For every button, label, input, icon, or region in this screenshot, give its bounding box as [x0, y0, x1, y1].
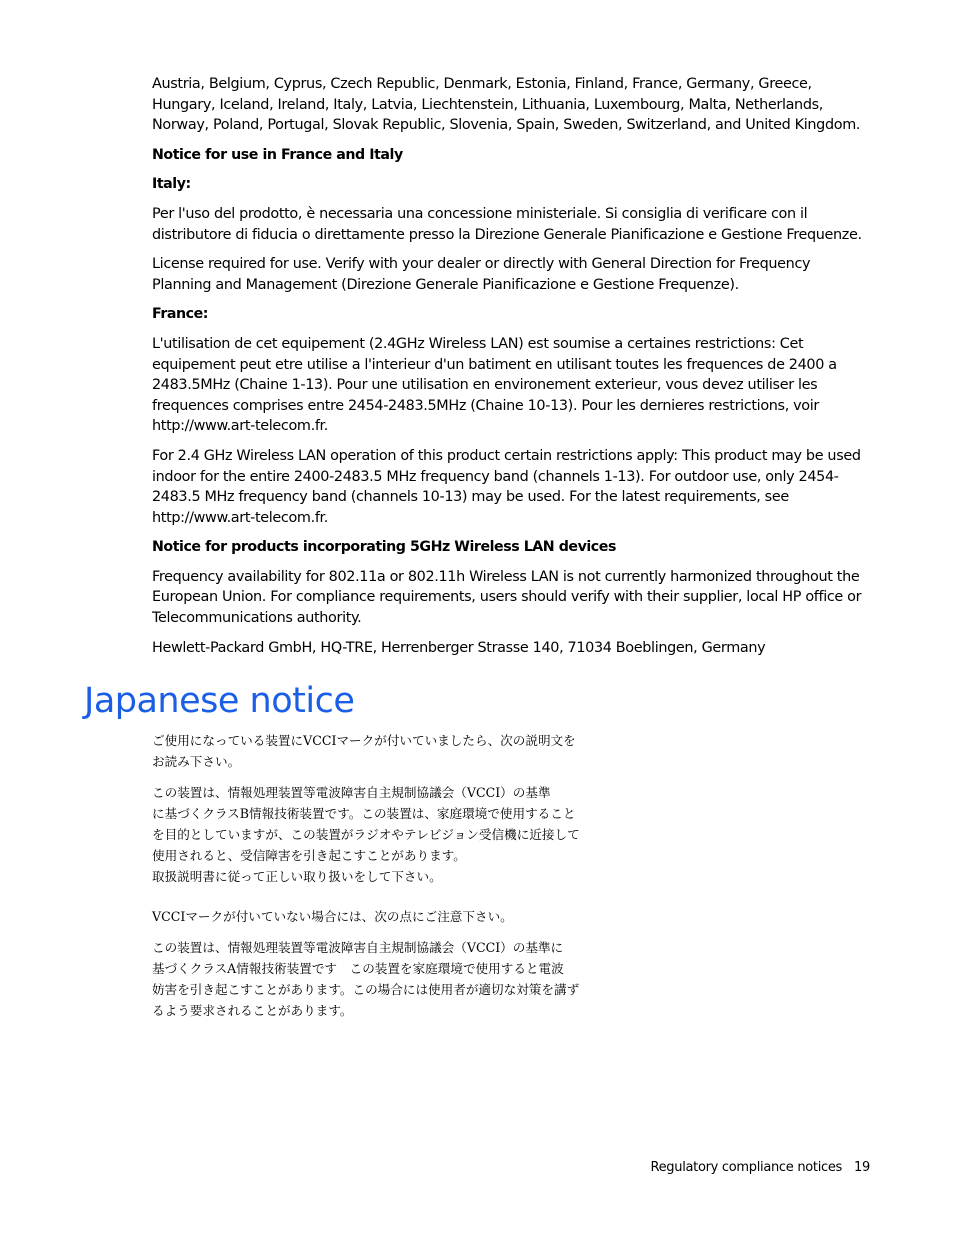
jp-line: VCCIマークが付いていない場合には、次の点にご注意下さい。 — [152, 909, 513, 924]
france-french-paragraph: L'utilisation de cet equipement (2.4GHz Wireless LAN) est soumise a certaines restrictions: Cet equipement peut etre utilise a l'interieur d'un batiment en utilisant toutes les frequences de 2400 a 2483.5MHz (Chaine 1-13). Pour une utilisation en environement exterieur, vous devez utiliser les frequences comprises entre 2454-2483.5MHz (Chaine 10-13). Pour les dernieres restrictions, voir http://www.art-telecom.fr. — [152, 335, 837, 435]
jp-line: この装置は、情報処理装置等電波障害自主規制協議会（VCCI）の基準に — [152, 940, 564, 955]
jp-paragraph-class-b — [152, 782, 652, 887]
hp-address-paragraph: Hewlett-Packard GmbH, HQ-TRE, Herrenberger Strasse 140, 71034 Boeblingen, Germany — [152, 639, 766, 656]
jp-line: 取扱説明書に従って正しい取り扱いをして下さい。 — [152, 869, 442, 884]
japanese-notice-body — [152, 730, 652, 1021]
five-ghz-paragraph: Frequency availability for 802.11a or 802.11h Wireless LAN is not currently harmonized throughout the European Union. For compliance requirements, users should verify with their supplier, local HP office or Telecommunications authority. — [152, 568, 862, 627]
jp-line: お読み下さい。 — [152, 754, 241, 769]
jp-line: 使用されると、受信障害を引き起こすことがあります。 — [152, 848, 466, 863]
jp-paragraph-class-a — [152, 937, 652, 1021]
italy-italian-paragraph: Per l'uso del prodotto, è necessaria una concessione ministeriale. Si consiglia di verificare con il distributore di fiducia o direttamente presso la Direzione Generale Pianificazione e Gestione Frequenze. — [152, 205, 862, 243]
jp-paragraph-vcci-mark — [152, 730, 652, 772]
france-english-paragraph: For 2.4 GHz Wireless LAN operation of this product certain restrictions apply: This product may be used indoor for the entire 2400-2483.5 MHz frequency band (channels 1-13). For outdoor use, only 2454-2483.5 MHz frequency band (channels 10-13) may be used. For the latest requirements, see http://www.art-telecom.fr. — [152, 447, 861, 526]
footer-section-title: Regulatory compliance notices — [650, 1160, 843, 1175]
france-label: France: — [152, 306, 209, 323]
five-ghz-heading: Notice for products incorporating 5GHz Wireless LAN devices — [152, 539, 616, 556]
jp-line: 妨害を引き起こすことがあります。この場合には使用者が適切な対策を講ず — [152, 982, 580, 997]
jp-line: 基づくクラスA情報技術装置です この装置を家庭環境で使用すると電波 — [152, 961, 564, 976]
italy-label: Italy: — [152, 176, 191, 193]
italy-english-paragraph: License required for use. Verify with your dealer or directly with General Direction for Frequency Planning and Management (Direzione Generale Pianificazione e Gestione Frequenze). — [152, 256, 811, 293]
country-list-paragraph: Austria, Belgium, Cyprus, Czech Republic, Denmark, Estonia, Finland, France, Germany, Greece, Hungary, Iceland, Ireland, Italy, Latvia, Liechtenstein, Lithuania, Luxembourg, Malta, Netherlands, Norway, Poland, Portugal, Slovak Republic, Slovenia, Spain, Sweden, Switzerland, and United Kingdom. — [152, 76, 861, 134]
jp-line: を目的としていますが、この装置がラジオやテレビジョン受信機に近接して — [152, 827, 580, 842]
jp-line: に基づくクラスB情報技術装置です。この装置は、家庭環境で使用すること — [152, 806, 576, 821]
jp-line: ご使用になっている装置にVCCIマークが付いていましたら、次の説明文を — [152, 733, 576, 748]
jp-line: るよう要求されることがあります。 — [152, 1003, 353, 1018]
jp-paragraph-no-mark — [152, 906, 652, 927]
page-footer — [650, 1158, 870, 1178]
jp-line: この装置は、情報処理装置等電波障害自主規制協議会（VCCI）の基準 — [152, 785, 551, 800]
japanese-notice-title: Japanese notice — [84, 681, 355, 721]
main-content — [152, 74, 872, 667]
france-italy-heading: Notice for use in France and Italy — [152, 146, 403, 163]
page-number: 19 — [854, 1160, 870, 1175]
